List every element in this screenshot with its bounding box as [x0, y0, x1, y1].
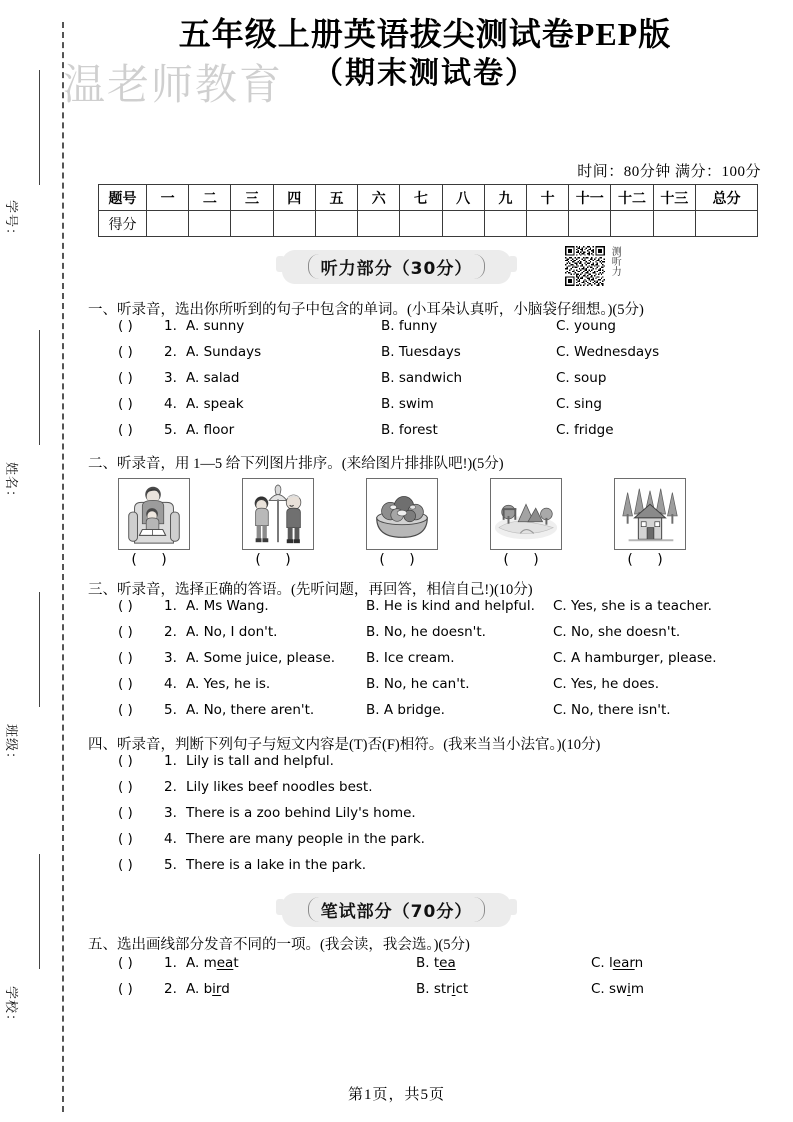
margin-label-school: 学校：: [4, 986, 19, 1029]
option-c[interactable]: C. A hamburger, please.: [553, 650, 717, 666]
option-c-prefix: C. l: [591, 955, 613, 971]
option-a[interactable]: A. salad: [186, 370, 240, 386]
option-b-underlined: i: [451, 981, 456, 997]
statement-text: There are many people in the park.: [186, 831, 425, 847]
option-row: [118, 598, 717, 624]
item-number: 4.: [164, 676, 177, 692]
picture-item: [118, 478, 190, 568]
picture-box-4: [490, 478, 562, 550]
score-table-col-12: 十二: [611, 185, 653, 211]
item-number: 4.: [164, 831, 177, 847]
option-a[interactable]: A. sunny: [186, 318, 245, 334]
option-b[interactable]: B. Tuesdays: [381, 344, 461, 360]
score-table-col-7: 七: [400, 185, 442, 211]
written-section-header: [0, 893, 793, 927]
score-table-total-label: 总分: [696, 185, 758, 211]
option-a-suffix: t: [233, 955, 239, 971]
answer-blank[interactable]: ( ): [118, 650, 133, 666]
option-row: [118, 676, 717, 702]
option-a[interactable]: [186, 955, 416, 971]
option-c-underlined: i: [627, 981, 631, 997]
statement-text: There is a zoo behind Lily's home.: [186, 805, 416, 821]
score-cell-4[interactable]: [273, 211, 315, 237]
option-c[interactable]: C. fridge: [556, 422, 614, 438]
item-number: 3.: [164, 650, 177, 666]
score-table-col-8: 八: [442, 185, 484, 211]
option-a[interactable]: A. Ms Wang.: [186, 598, 269, 614]
page-subtitle: （期末测试卷）: [313, 57, 537, 90]
qr-caption: 测听力: [609, 246, 621, 276]
option-a-prefix: A. b: [186, 981, 213, 997]
option-b-prefix: B. str: [416, 981, 452, 997]
option-c[interactable]: C. sing: [556, 396, 602, 412]
score-table-col-11: 十一: [569, 185, 611, 211]
statement-text: Lily likes beef noodles best.: [186, 779, 373, 795]
item-number: 5.: [164, 422, 177, 438]
item-number: 2.: [164, 624, 177, 640]
exam-meta-info: 时间：80分钟 满分：100分: [577, 164, 761, 180]
salad-bowl-icon: [367, 479, 437, 549]
option-row: [118, 318, 659, 344]
item-number: 3.: [164, 805, 177, 821]
option-b[interactable]: [416, 981, 591, 997]
picture-answer-blank-3[interactable]: ( ): [379, 552, 425, 568]
option-row: [118, 422, 659, 448]
picture-box-2: [242, 478, 314, 550]
score-cell-total[interactable]: [696, 211, 758, 237]
answer-blank[interactable]: ( ): [118, 702, 133, 718]
answer-blank[interactable]: ( ): [118, 753, 133, 769]
statement-text: Lily is tall and helpful.: [186, 753, 334, 769]
score-table-col-5: 五: [315, 185, 357, 211]
answer-blank[interactable]: ( ): [118, 396, 133, 412]
option-c[interactable]: C. soup: [556, 370, 607, 386]
seal-rule-1: [39, 70, 40, 185]
question-1-options: [118, 318, 659, 448]
option-row: [118, 857, 425, 883]
option-a[interactable]: A. speak: [186, 396, 244, 412]
score-table-col-10: 十: [526, 185, 568, 211]
question-2-pictures: [118, 478, 686, 568]
item-number: 2.: [164, 779, 177, 795]
option-b-underlined: ea: [439, 955, 456, 971]
father-reading-to-child-icon: [119, 479, 189, 549]
item-number: 5.: [164, 702, 177, 718]
option-c[interactable]: C. No, she doesn't.: [553, 624, 681, 640]
score-cell-9[interactable]: [484, 211, 526, 237]
option-row: [118, 702, 717, 728]
score-cell-12[interactable]: [611, 211, 653, 237]
option-row: [118, 396, 659, 422]
score-cell-8[interactable]: [442, 211, 484, 237]
table-row-question-numbers: [99, 185, 758, 211]
picture-item: [242, 478, 314, 568]
option-row: [118, 955, 644, 981]
option-c-suffix: m: [630, 981, 645, 997]
score-cell-2[interactable]: [189, 211, 231, 237]
option-c[interactable]: C. Yes, she is a teacher.: [553, 598, 712, 614]
answer-blank[interactable]: ( ): [118, 624, 133, 640]
option-row: [118, 753, 425, 779]
score-table-col-6: 六: [358, 185, 400, 211]
item-number: 1.: [164, 318, 177, 334]
listening-section-label: 听力部分（30分）: [308, 254, 486, 279]
option-a[interactable]: A. Yes, he is.: [186, 676, 271, 692]
watermark: 温老师教育: [63, 63, 284, 109]
score-table-col-1: 一: [147, 185, 189, 211]
park-scene-icon: [491, 479, 561, 549]
score-table: [98, 184, 758, 237]
option-b[interactable]: B. No, he doesn't.: [366, 624, 486, 640]
score-table-col-13: 十三: [653, 185, 695, 211]
picture-item: [614, 478, 686, 568]
score-table-row-label-1: 题号: [99, 185, 147, 211]
score-table-col-2: 二: [189, 185, 231, 211]
statement-text: There is a lake in the park.: [186, 857, 367, 873]
seal-rule-2: [39, 330, 40, 445]
picture-answer-blank-2[interactable]: ( ): [255, 552, 301, 568]
option-row: [118, 344, 659, 370]
score-table-col-4: 四: [273, 185, 315, 211]
question-2-heading: 二、听录音，用 1—5 给下列图片排序。(来给图片排排队吧!)(5分): [88, 456, 504, 472]
item-number: 5.: [164, 857, 177, 873]
option-b[interactable]: B. He is kind and helpful.: [366, 598, 535, 614]
page-title: 五年级上册英语拔尖测试卷PEP版: [178, 16, 672, 52]
option-a[interactable]: A. Some juice, please.: [186, 650, 336, 666]
option-a[interactable]: [186, 981, 416, 997]
answer-blank[interactable]: ( ): [118, 598, 133, 614]
score-cell-10[interactable]: [526, 211, 568, 237]
item-number: 1.: [164, 598, 177, 614]
seal-rule-3: [39, 592, 40, 707]
listening-section-header: [0, 250, 793, 284]
written-section-label: 笔试部分（70分）: [308, 897, 486, 922]
score-table-col-3: 三: [231, 185, 273, 211]
picture-answer-blank-4[interactable]: ( ): [503, 552, 549, 568]
option-b[interactable]: B. funny: [381, 318, 438, 334]
qr-code-icon[interactable]: [565, 246, 605, 286]
option-row: [118, 370, 659, 396]
option-row: [118, 805, 425, 831]
option-c[interactable]: [591, 981, 644, 997]
option-b[interactable]: B. forest: [381, 422, 438, 438]
option-c-underlined: ear: [612, 955, 635, 971]
question-3-options: [118, 598, 717, 728]
option-c[interactable]: C. No, there isn't.: [553, 702, 671, 718]
picture-item: [490, 478, 562, 568]
question-5-heading: 五、选出画线部分发音不同的一项。(我会读，我会选。)(5分): [88, 937, 470, 953]
answer-blank[interactable]: ( ): [118, 981, 133, 997]
picture-item: [366, 478, 438, 568]
score-cell-1[interactable]: [147, 211, 189, 237]
left-margin-column: [0, 0, 62, 1122]
margin-label-student-id: 学号：: [4, 200, 19, 243]
option-row: [118, 624, 717, 650]
answer-blank[interactable]: ( ): [118, 318, 133, 334]
option-b[interactable]: B. A bridge.: [366, 702, 445, 718]
listening-qr-block: [565, 246, 620, 286]
page-title-block: [70, 14, 780, 93]
option-row: [118, 981, 644, 1007]
item-number: 3.: [164, 370, 177, 386]
option-c[interactable]: C. young: [556, 318, 616, 334]
item-number: 1.: [164, 753, 177, 769]
score-cell-7[interactable]: [400, 211, 442, 237]
option-a[interactable]: A. floor: [186, 422, 235, 438]
option-a-suffix: d: [221, 981, 230, 997]
option-b[interactable]: B. No, he can't.: [366, 676, 470, 692]
option-b[interactable]: B. swim: [381, 396, 434, 412]
option-row: [118, 779, 425, 805]
option-b[interactable]: [416, 955, 591, 971]
score-cell-5[interactable]: [315, 211, 357, 237]
option-a[interactable]: A. No, there aren't.: [186, 702, 315, 718]
option-c[interactable]: C. Wednesdays: [556, 344, 660, 360]
question-4-items: [118, 753, 425, 883]
score-cell-6[interactable]: [358, 211, 400, 237]
option-row: [118, 650, 717, 676]
children-with-broom-icon: [243, 479, 313, 549]
question-5-options: [118, 955, 644, 1007]
score-cell-3[interactable]: [231, 211, 273, 237]
question-4-heading: 四、听录音，判断下列句子与短文内容是(T)否(F)相符。(我来当当小法官。)(10分): [88, 737, 601, 753]
answer-blank[interactable]: ( ): [118, 344, 133, 360]
picture-box-5: [614, 478, 686, 550]
option-c-suffix: n: [634, 955, 644, 971]
option-c[interactable]: [591, 955, 643, 971]
score-table-row-label-2: 得分: [99, 211, 147, 237]
option-b-suffix: ct: [455, 981, 469, 997]
picture-answer-blank-1[interactable]: ( ): [131, 552, 177, 568]
answer-blank[interactable]: ( ): [118, 779, 133, 795]
option-b[interactable]: B. sandwich: [381, 370, 463, 386]
listening-section-pill: [282, 250, 512, 284]
option-b-prefix: B. t: [416, 955, 440, 971]
answer-blank[interactable]: ( ): [118, 805, 133, 821]
item-number: 1.: [164, 955, 177, 971]
item-number: 4.: [164, 396, 177, 412]
option-b[interactable]: B. Ice cream.: [366, 650, 455, 666]
item-number: 2.: [164, 981, 177, 997]
answer-blank[interactable]: ( ): [118, 676, 133, 692]
item-number: 2.: [164, 344, 177, 360]
answer-blank[interactable]: ( ): [118, 857, 133, 873]
answer-blank[interactable]: ( ): [118, 955, 133, 971]
option-row: [118, 831, 425, 857]
score-cell-13[interactable]: [653, 211, 695, 237]
picture-box-3: [366, 478, 438, 550]
score-table-col-9: 九: [484, 185, 526, 211]
option-a-underlined: ea: [216, 955, 234, 971]
margin-label-class: 班级：: [4, 724, 19, 767]
answer-blank[interactable]: ( ): [118, 831, 133, 847]
answer-blank[interactable]: ( ): [118, 422, 133, 438]
page-footer: 第1页，共5页: [347, 1087, 445, 1103]
answer-blank[interactable]: ( ): [118, 370, 133, 386]
picture-box-1: [118, 478, 190, 550]
question-1-heading: 一、听录音，选出你所听到的句子中包含的单词。(小耳朵认真听，小脑袋仔细想。)(5分): [88, 302, 644, 318]
option-a[interactable]: A. Sundays: [186, 344, 262, 360]
seal-dashed-line: [62, 22, 64, 1112]
margin-label-name: 姓名：: [4, 462, 19, 505]
option-a-underlined: ir: [212, 981, 222, 997]
option-a[interactable]: A. No, I don't.: [186, 624, 278, 640]
option-c-prefix: C. sw: [591, 981, 628, 997]
house-in-forest-icon: [615, 479, 685, 549]
question-3-heading: 三、听录音，选择正确的答语。(先听问题，再回答，相信自己!)(10分): [88, 582, 533, 598]
picture-answer-blank-5[interactable]: ( ): [627, 552, 673, 568]
table-row-scores: [99, 211, 758, 237]
score-cell-11[interactable]: [569, 211, 611, 237]
option-a-prefix: A. m: [186, 955, 217, 971]
option-c[interactable]: C. Yes, he does.: [553, 676, 659, 692]
written-section-pill: [282, 893, 512, 927]
